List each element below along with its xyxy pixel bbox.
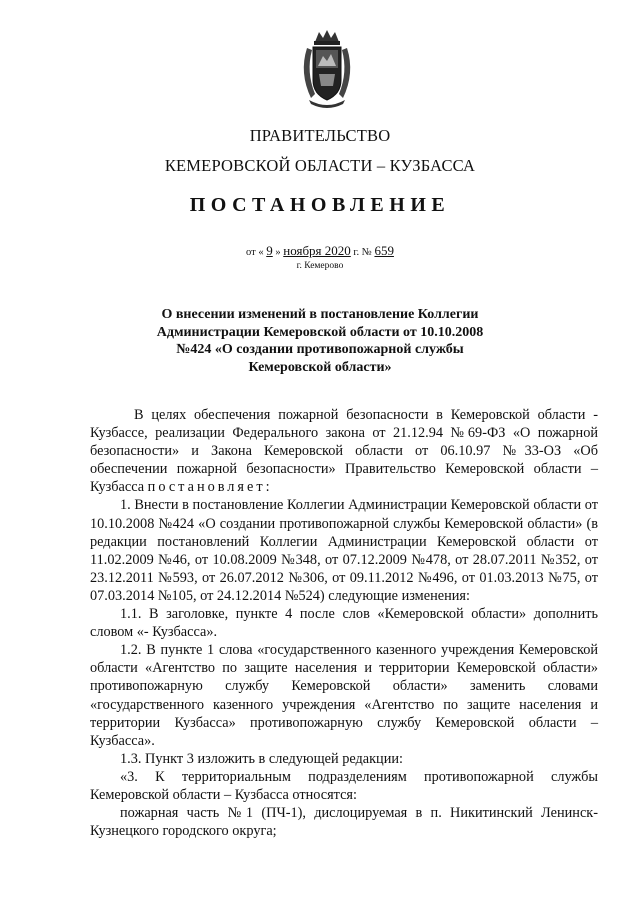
clause-paragraph: пожарная часть №1 (ПЧ-1), дислоцируемая в п. Никитинский Ленинск-Кузнецкого городского округа; bbox=[90, 805, 598, 840]
subject-line: №424 «О создании противопожарной службы bbox=[176, 342, 464, 357]
subject-line: Кемеровской области» bbox=[248, 359, 392, 375]
clause-paragraph: 1.1. В заголовке, пункте 4 после слов «Кемеровской области» дополнить словом «- Кузбасса». bbox=[90, 606, 598, 641]
document-type-title: ПОСТАНОВЛЕНИЕ bbox=[189, 194, 451, 216]
city-name: г. Кемерово bbox=[296, 261, 344, 271]
date-month-year: ноября 2020 bbox=[283, 243, 351, 258]
date-mid: » bbox=[275, 247, 281, 258]
government-name-line2: КЕМЕРОВСКОЙ ОБЛАСТИ – КУЗБАССА bbox=[164, 156, 476, 175]
date-prefix: от « bbox=[246, 247, 264, 258]
decree-word: постановляет: bbox=[147, 479, 273, 496]
clause-paragraph: 1. Внести в постановление Коллегии Администрации Кемеровской области от 10.10.2008 №424 «О создании противопожарной службы Кемеровской области» (в редакции постановлений Коллегии Администрации Кемеровской области от 11.02.2009 №46, от 10.08.2009 №348, от 07.12.2009 №478, от 28.07.2011 №352, от 23.12.2011 №593, от 26.07.2012 №306, от 09.11.2012 №496, от 01.03.2013 №75, от 07.03.2014 №105, от 24.12.2014 №524) следующие изменения: bbox=[90, 497, 598, 604]
date-day: 9 bbox=[266, 243, 273, 258]
document-subject bbox=[120, 306, 520, 376]
government-name-line1: ПРАВИТЕЛЬСТВО bbox=[249, 126, 391, 145]
clause-paragraph: «3. К территориальным подразделениям противопожарной службы Кемеровской области – Кузбасса относятся: bbox=[90, 768, 598, 803]
clause-paragraph: 1.2. В пункте 1 слова «государственного казенного учреждения Кемеровской области «Агентство по защите населения и территории Кемеровской области» противопожарную службу Кемеровской области» заменить словами «государственного казенного учреждения «Агентство по защите населения и территории Кузбасса» противопожарную службу Кемеровской области – Кузбасса». bbox=[90, 642, 598, 749]
preamble-text: В целях обеспечения пожарной безопасности в Кемеровской области - Кузбассе, реализации Федерального закона от 21.12.94 №69-ФЗ «О пожарной безопасности» и Закона Кемеровской области от 06.10.97 №33-ОЗ «Об обеспечении пожарной безопасности» Правительство Кемеровской области – Кузбасса bbox=[90, 407, 598, 496]
subject-line: Администрации Кемеровской области от 10.10.2008 bbox=[156, 324, 484, 340]
number-prefix: г. № bbox=[353, 247, 372, 258]
clause-paragraph: 1.3. Пункт 3 изложить в следующей редакции: bbox=[120, 750, 403, 767]
date-number-line bbox=[0, 243, 640, 259]
document-body bbox=[90, 406, 598, 840]
preamble-paragraph bbox=[90, 406, 598, 496]
coat-of-arms-emblem bbox=[297, 28, 357, 110]
subject-line: О внесении изменений в постановление Коллегии bbox=[161, 307, 479, 322]
document-number: 659 bbox=[374, 243, 394, 258]
